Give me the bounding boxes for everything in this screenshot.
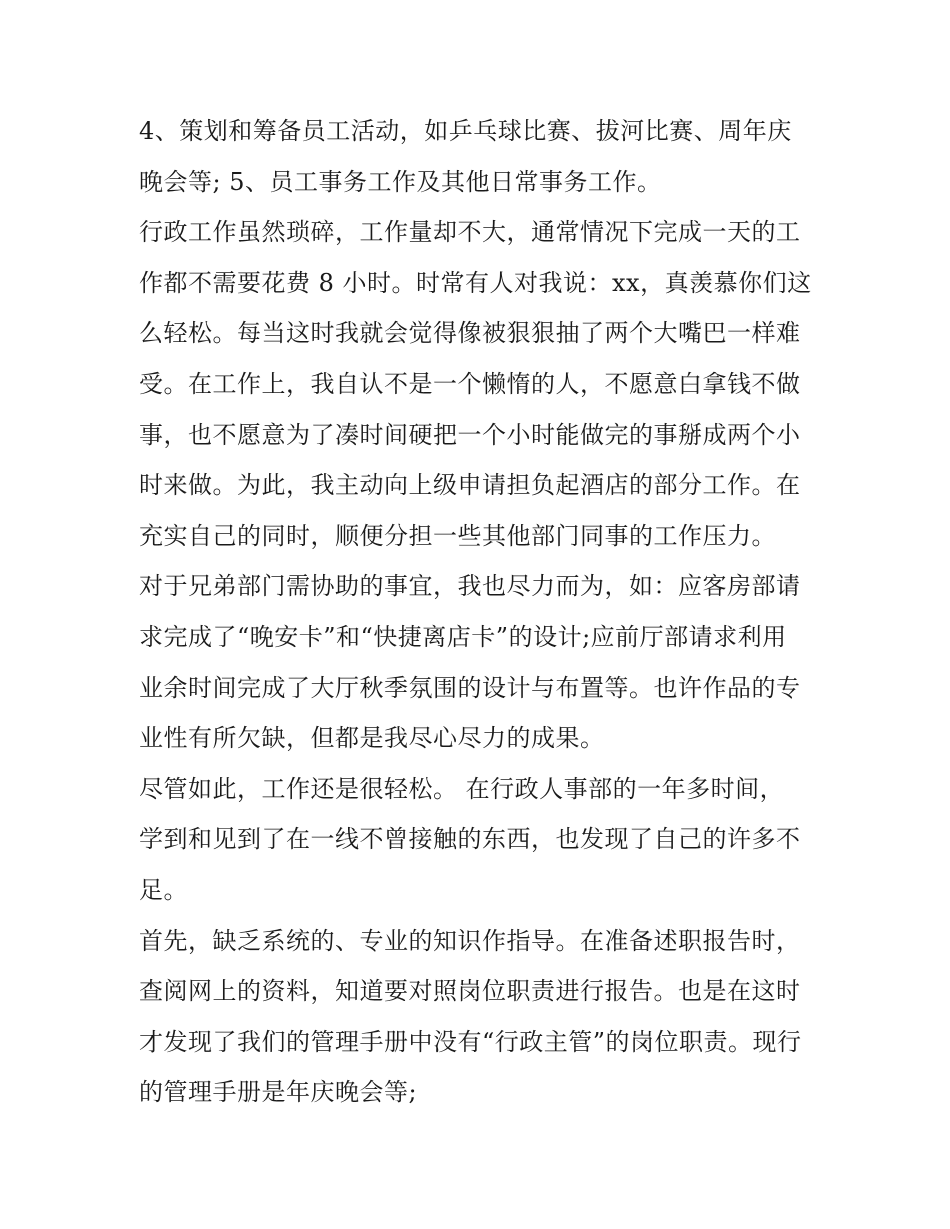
text-line: 业余时间完成了大厅秋季氛围的设计与布置等。也许作品的专 — [139, 673, 801, 702]
text-line: 时来做。为此，我主动向上级申请担负起酒店的部分工作。在 — [139, 471, 801, 500]
text-line: 晚会等; 5、员工事务工作及其他日常事务工作。 — [139, 167, 662, 196]
text-line: 求完成了“晚安卡”和“快捷离店卡”的设计;应前厅部请求利用 — [139, 622, 787, 651]
text-line: 的管理手册是年庆晚会等; — [139, 1078, 418, 1107]
text-line: 才发现了我们的管理手册中没有“行政主管”的岗位职责。现行 — [139, 1027, 802, 1056]
text-line: 足。 — [139, 875, 188, 904]
text-line: 事，也不愿意为了凑时间硬把一个小时能做完的事掰成两个小 — [139, 420, 801, 449]
text-line: 尽管如此，工作还是很轻松。 在行政人事部的一年多时间， — [139, 774, 785, 803]
text-line: 首先，缺乏系统的、专业的知识作指导。在准备述职报告时， — [139, 926, 801, 955]
document-body — [139, 106, 839, 1118]
text-line: 查阅网上的资料，知道要对照岗位职责进行报告。也是在这时 — [139, 977, 801, 1006]
text-line: 对于兄弟部门需协助的事宜，我也尽力而为，如：应客房部请 — [139, 572, 801, 601]
text-line: 作都不需要花费 8 小时。时常有人对我说：xx，真羡慕你们这 — [139, 268, 812, 297]
text-line: 4、策划和筹备员工活动，如乒乓球比赛、拔河比赛、周年庆 — [139, 117, 792, 145]
text-line: 学到和见到了在一线不曾接触的东西，也发现了自己的许多不 — [139, 825, 801, 854]
text-line: 业性有所欠缺，但都是我尽心尽力的成果。 — [139, 724, 605, 753]
text-line: 充实自己的同时，顺便分担一些其他部门同事的工作压力。 — [139, 521, 776, 550]
text-line: 受。在工作上，我自认不是一个懒惰的人，不愿意白拿钱不做 — [139, 369, 801, 398]
text-line: 行政工作虽然琐碎，工作量却不大，通常情况下完成一天的工 — [139, 218, 801, 247]
text-line: 么轻松。每当这时我就会觉得像被狠狠抽了两个大嘴巴一样难 — [139, 319, 801, 348]
